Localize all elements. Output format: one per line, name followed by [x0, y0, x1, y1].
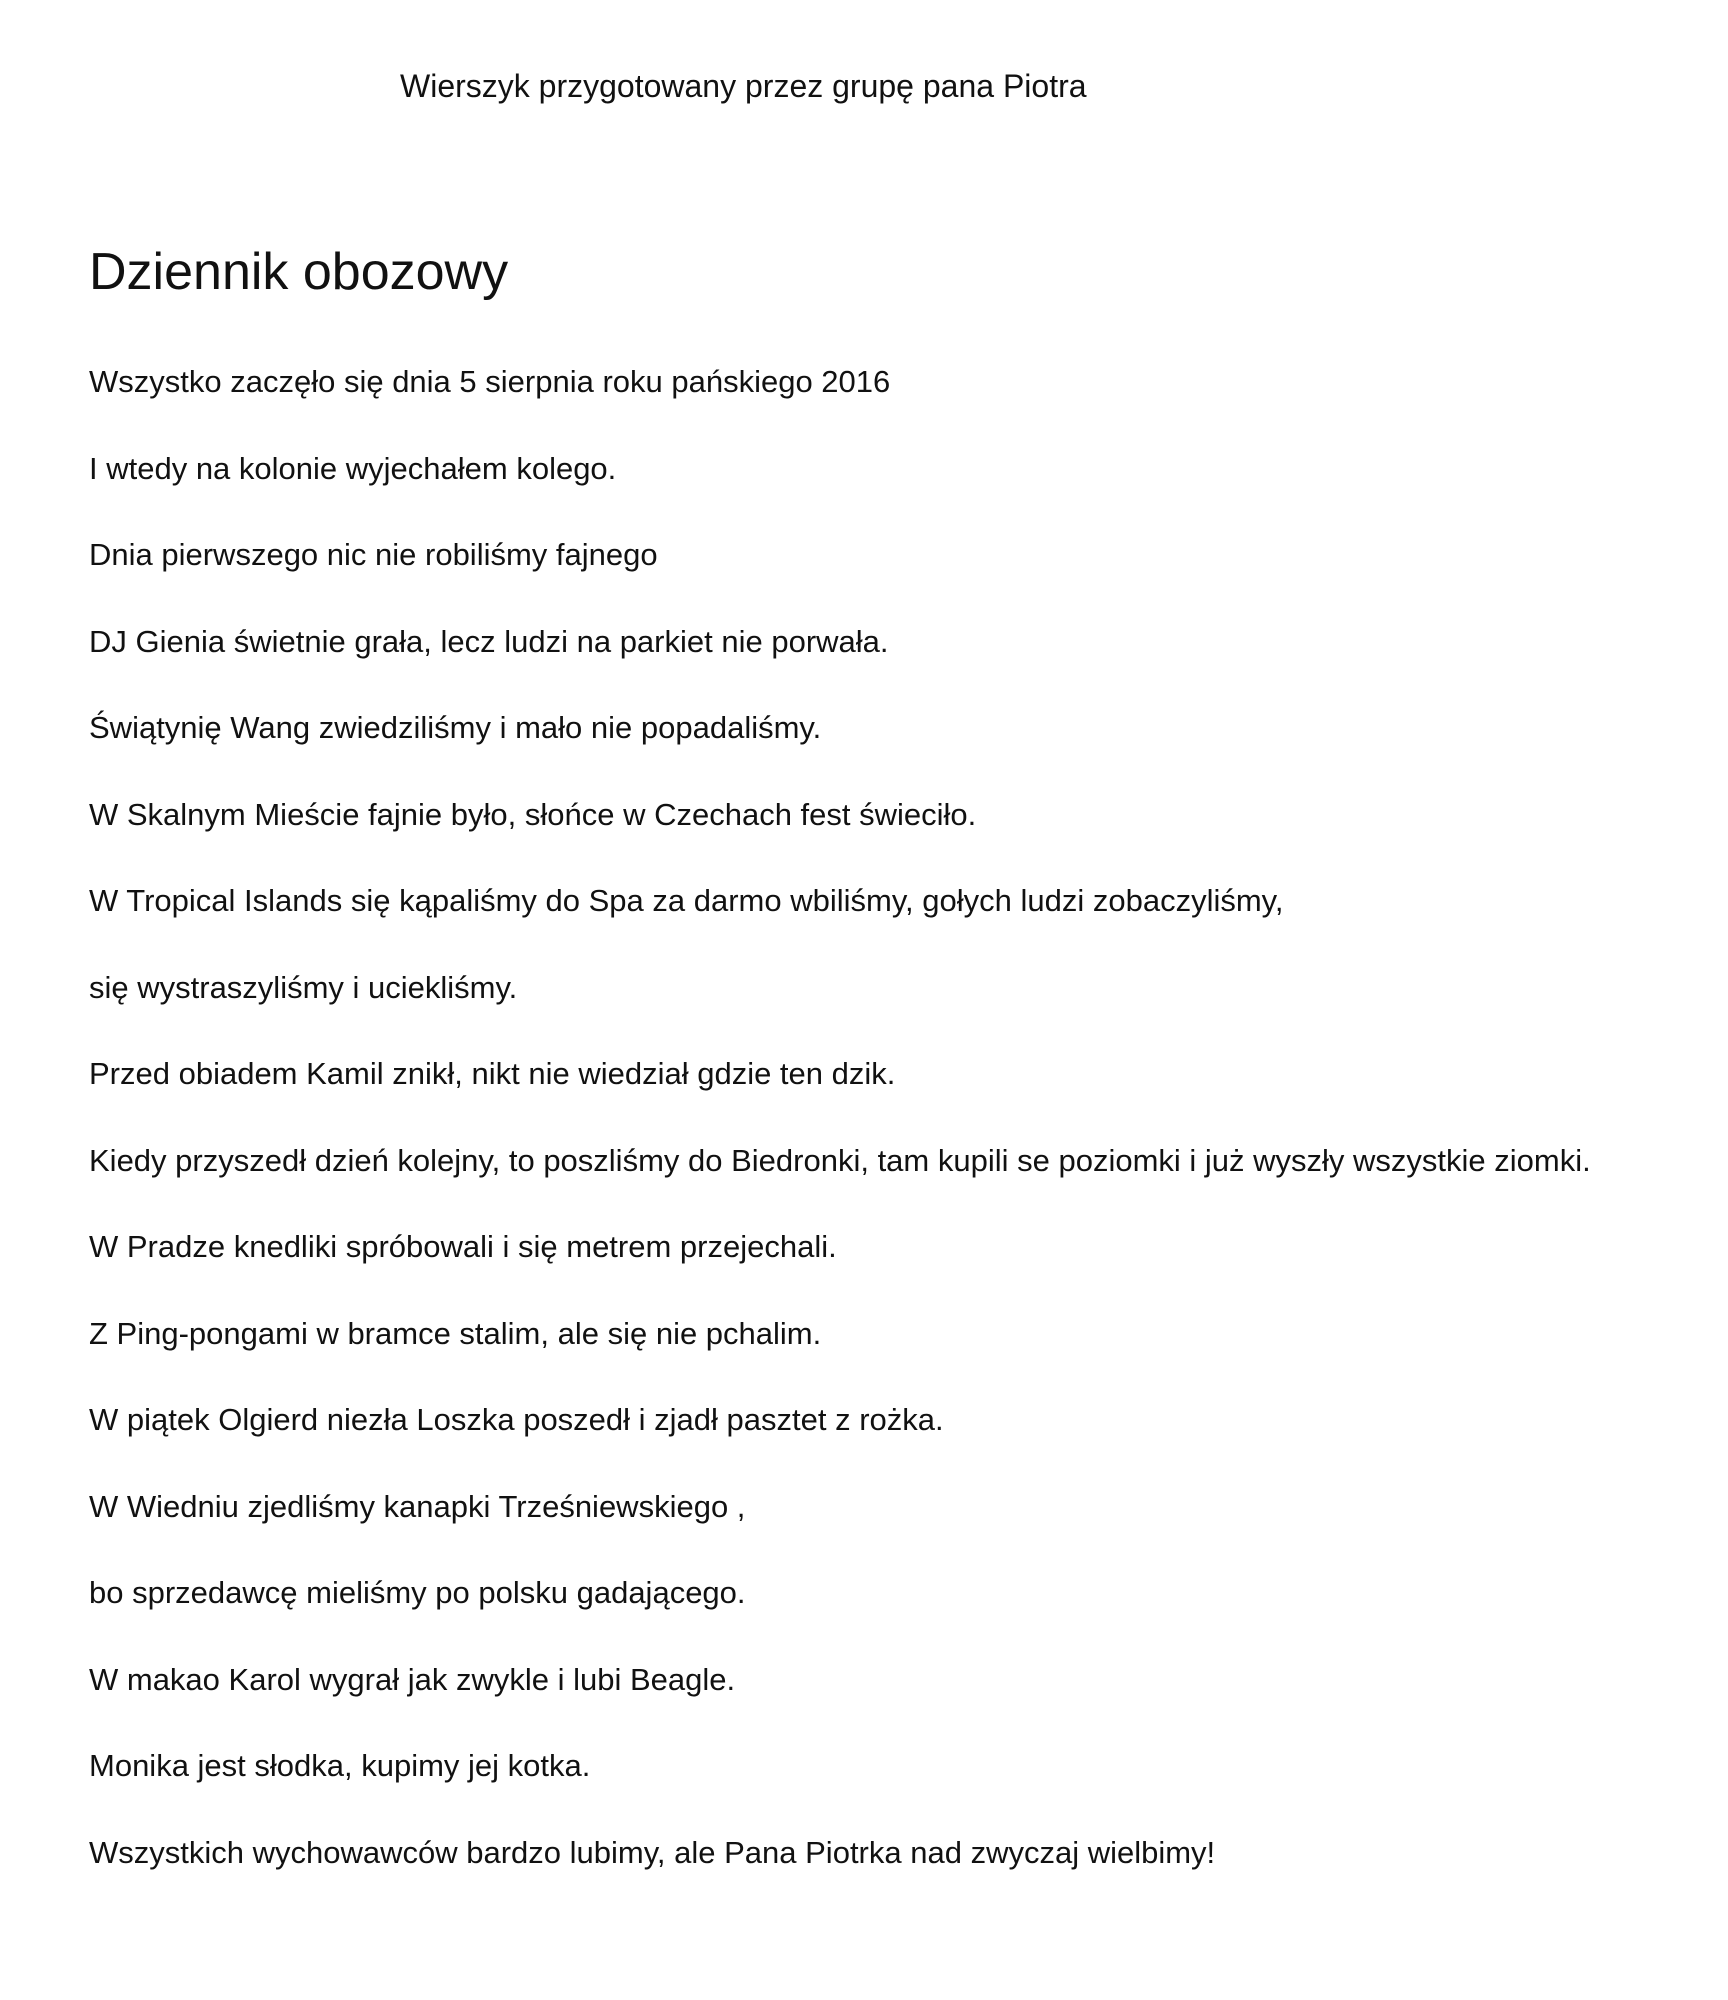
poem-line: Kiedy przyszedł dzień kolejny, to poszliśmy do Biedronki, tam kupili se poziomki i już wyszły wszystkie ziomki. [89, 1142, 1591, 1178]
poem-line: I wtedy na kolonie wyjechałem kolego. [89, 450, 617, 486]
poem-line: się wystraszyliśmy i uciekliśmy. [89, 969, 518, 1005]
poem-line: Przed obiadem Kamil znikł, nikt nie wiedział gdzie ten dzik. [89, 1056, 896, 1091]
poem-line: W Tropical Islands się kąpaliśmy do Spa za darmo wbiliśmy, gołych ludzi zobaczyliśmy, [89, 883, 1284, 918]
poem-line: W Wiedniu zjedliśmy kanapki Trześniewskiego , [89, 1488, 746, 1524]
poem-line: W Skalnym Mieście fajnie było, słońce w Czechach fest świeciło. [89, 796, 977, 832]
document-subtitle: Wierszyk przygotowany przez grupę pana Piotra [400, 68, 1087, 104]
document-title: Dziennik obozowy [89, 243, 509, 301]
poem-line: Z Ping-pongami w bramce stalim, ale się nie pchalim. [89, 1315, 822, 1351]
poem-line: Monika jest słodka, kupimy jej kotka. [89, 1748, 591, 1783]
poem-line: W piątek Olgierd niezła Loszka poszedł i zjadł pasztet z rożka. [89, 1402, 944, 1437]
poem-line: Dnia pierwszego nic nie robiliśmy fajnego [89, 537, 658, 572]
poem-line: DJ Gienia świetnie grała, lecz ludzi na parkiet nie porwała. [89, 623, 889, 659]
poem-line: bo sprzedawcę mieliśmy po polsku gadającego. [89, 1575, 746, 1610]
poem-line: W makao Karol wygrał jak zwykle i lubi Beagle. [89, 1661, 736, 1697]
poem-line: Wszystkich wychowawców bardzo lubimy, ale Pana Piotrka nad zwyczaj wielbimy! [89, 1834, 1216, 1870]
poem-body [89, 356, 1649, 1913]
poem-line: Wszystko zaczęło się dnia 5 sierpnia roku pańskiego 2016 [89, 364, 891, 399]
poem-line: Świątynię Wang zwiedziliśmy i mało nie popadaliśmy. [89, 710, 822, 745]
poem-line: W Pradze knedliki spróbowali i się metrem przejechali. [89, 1229, 837, 1264]
